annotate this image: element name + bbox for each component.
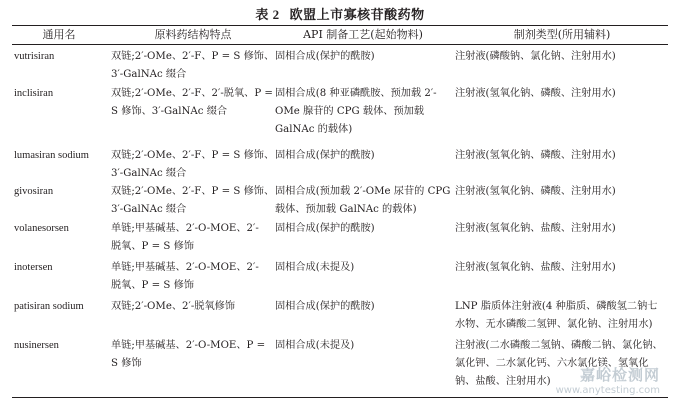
cell-line: 钠、盐酸、注射用水) xyxy=(455,376,551,387)
cell-generic-name: volanesorsen xyxy=(14,223,69,234)
cell-formulation xyxy=(455,147,616,165)
cell-line: 双链;2′-OMe、2′-F、P = S 修饰、 xyxy=(111,51,275,62)
table-caption: 欧盟上市寡核苷酸药物 xyxy=(289,8,425,23)
cell-line: 固相合成(保护的酰胺) xyxy=(275,223,375,234)
cell-line: 固相合成(预加载 2′-OMe 尿苷的 CPG xyxy=(275,186,451,197)
cell-api-process xyxy=(275,259,354,277)
table-title xyxy=(0,4,680,23)
cell-structure xyxy=(111,183,274,219)
cell-formulation xyxy=(455,48,616,66)
cell-line: 注射液(氢氧化钠、磷酸、注射用水) xyxy=(455,88,616,99)
cell-generic-name: inotersen xyxy=(14,262,53,273)
cell-line: 3′-GalNAc 缀合 xyxy=(111,168,187,179)
cell-line: 注射液(二水磷酸二氢钠、磷酸二钠、氯化钠、 xyxy=(455,340,663,351)
cell-line: 单链;甲基碱基、2′-O-MOE、P = xyxy=(111,340,266,351)
cell-line: 固相合成(保护的酰胺) xyxy=(275,301,375,312)
cell-line: 注射液(氢氧化钠、磷酸、注射用水) xyxy=(455,150,616,161)
cell-line: 注射液(磷酸钠、氯化钠、注射用水) xyxy=(455,51,616,62)
cell-line: 单链;甲基碱基、2′-O-MOE、2′- xyxy=(111,262,259,273)
cell-api-process xyxy=(275,85,437,139)
header-rule xyxy=(12,44,668,45)
cell-line: LNP 脂质体注射液(4 种脂质、磷酸氢二钠七 xyxy=(455,301,658,312)
cell-line: 固相合成(8 种亚磷酰胺、预加载 2′- xyxy=(275,88,437,99)
cell-api-process xyxy=(275,147,375,165)
table-number: 表 2 xyxy=(255,7,280,22)
header-generic-name: 通用名 xyxy=(42,28,76,41)
cell-generic-name: givosiran xyxy=(14,186,54,197)
cell-structure xyxy=(111,298,235,316)
header-formulation: 制剂类型(所用辅料) xyxy=(513,28,611,41)
cell-formulation xyxy=(455,259,616,277)
cell-api-process xyxy=(275,183,450,219)
header-structure: 原料药结构特点 xyxy=(154,28,232,41)
cell-structure xyxy=(111,85,273,121)
cell-line: 双链;2′-OMe、2′-F、P = S 修饰、 xyxy=(111,150,275,161)
cell-api-process xyxy=(275,298,375,316)
watermark xyxy=(556,364,660,396)
cell-line: 固相合成(未提及) xyxy=(275,340,355,351)
cell-generic-name: inclisiran xyxy=(14,88,54,99)
cell-api-process xyxy=(275,48,375,66)
cell-line: S 修饰 xyxy=(111,358,142,369)
cell-line: 3′-GalNAc 缀合 xyxy=(111,69,187,80)
cell-generic-name: nusinersen xyxy=(14,340,59,351)
cell-line: 固相合成(未提及) xyxy=(275,262,355,273)
watermark-brand: 嘉峪检测网 xyxy=(579,366,660,384)
cell-formulation xyxy=(455,298,657,334)
cell-line: 水物、无水磷酸二氢钾、氯化钠、注射用水) xyxy=(455,319,653,330)
cell-generic-name: lumasiran sodium xyxy=(14,150,89,161)
cell-formulation xyxy=(455,220,616,238)
cell-structure xyxy=(111,337,265,373)
cell-line: 脱氧、P = S 修饰 xyxy=(111,280,195,291)
cell-line: 固相合成(保护的酰胺) xyxy=(275,51,375,62)
bottom-rule xyxy=(12,397,668,398)
cell-line: 注射液(氢氧化钠、盐酸、注射用水) xyxy=(455,262,616,273)
cell-structure xyxy=(111,220,259,256)
cell-line: 3′-GalNAc 缀合 xyxy=(111,204,187,215)
cell-formulation xyxy=(455,85,616,103)
cell-line: 双链;2′-OMe、2′-F、2′-脱氧、P = xyxy=(111,88,273,99)
cell-line: 载体、预加载 GalNAc 的载体) xyxy=(275,204,417,215)
cell-line: OMe 腺苷的 CPG 载体、预加载 xyxy=(275,106,425,117)
cell-line: 注射液(氢氧化钠、盐酸、注射用水) xyxy=(455,223,616,234)
cell-line: 单链;甲基碱基、2′-O-MOE、2′- xyxy=(111,223,259,234)
cell-line: 脱氧、P = S 修饰 xyxy=(111,241,195,252)
cell-structure xyxy=(111,48,274,84)
cell-generic-name: vutrisiran xyxy=(14,51,55,62)
cell-api-process xyxy=(275,337,354,355)
cell-line: 氯化钾、二水氯化钙、六水氯化镁、氢氧化 xyxy=(455,358,649,369)
header-api-process: API 制备工艺(起始物料) xyxy=(303,28,423,41)
watermark-url: www.anytesting.com xyxy=(555,385,660,396)
cell-api-process xyxy=(275,220,375,238)
cell-structure xyxy=(111,147,274,183)
cell-line: 双链;2′-OMe、2′-脱氧修饰 xyxy=(111,301,236,312)
cell-line: 固相合成(保护的酰胺) xyxy=(275,150,375,161)
cell-line: 双链;2′-OMe、2′-F、P = S 修饰、 xyxy=(111,186,275,197)
cell-line: GalNAc 的载体) xyxy=(275,124,353,135)
cell-line: S 修饰、3′-GalNAc 缀合 xyxy=(111,106,228,117)
cell-structure xyxy=(111,259,259,295)
cell-generic-name: patisiran sodium xyxy=(14,301,84,312)
cell-line: 注射液(氢氧化钠、磷酸、注射用水) xyxy=(455,186,616,197)
cell-formulation xyxy=(455,183,616,201)
